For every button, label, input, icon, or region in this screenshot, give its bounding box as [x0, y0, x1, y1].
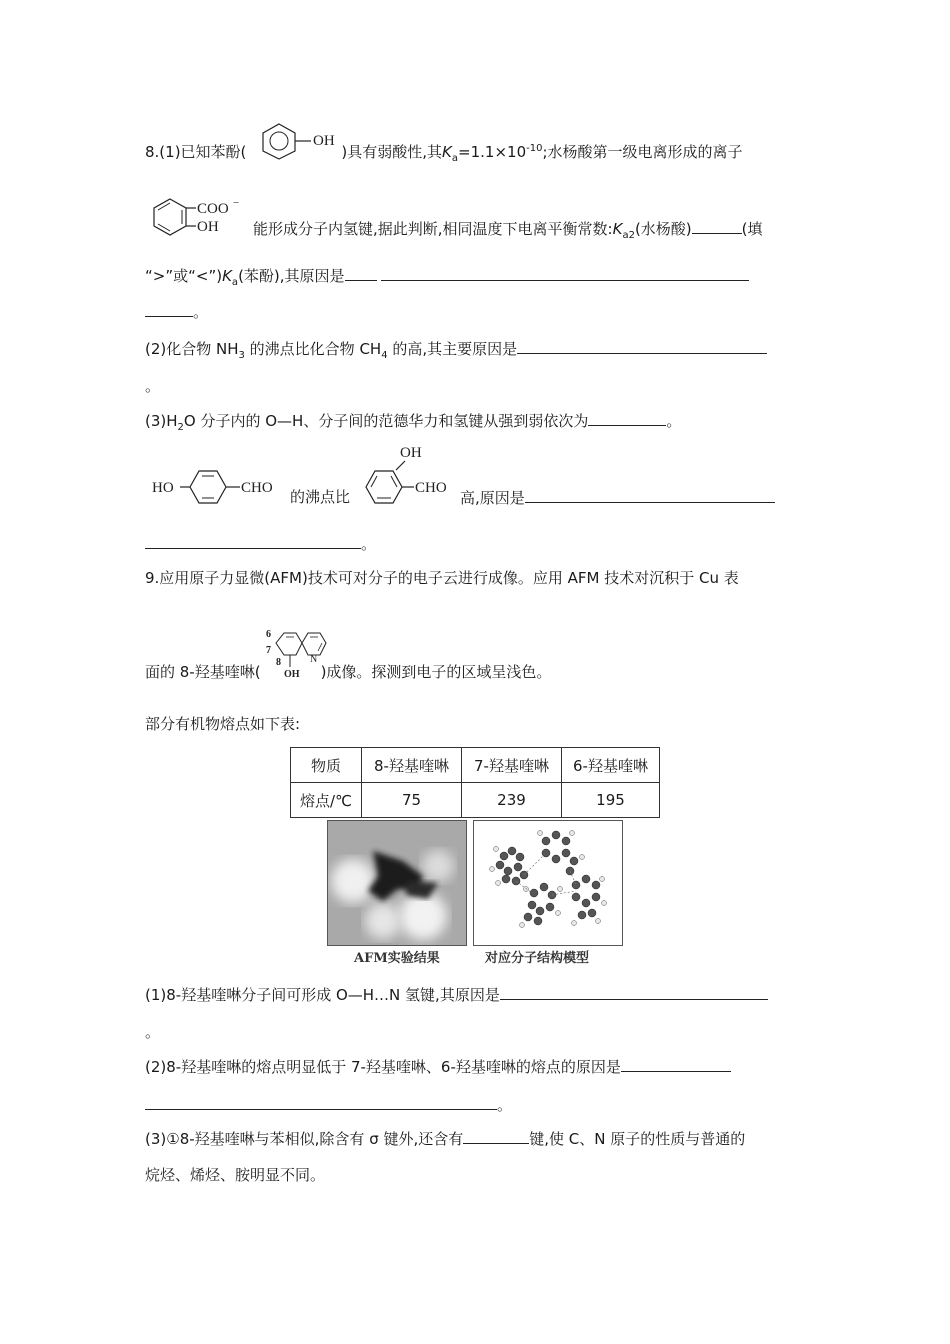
table-cell: 195	[562, 783, 660, 818]
q9-sub-2-end: 。	[145, 1093, 512, 1115]
salicylate-coo-label: COO	[197, 201, 229, 217]
q8-part-2-end: 。	[145, 377, 161, 395]
q8-part-2: (2)化合物 $NH_3$ 的沸点比化合物 $CH_4$ 的高,其主要原因是	[145, 337, 767, 359]
p-hydroxybenzaldehyde-structure	[150, 466, 290, 508]
table-header-cell: 6-羟基喹啉	[562, 748, 660, 783]
table-header-cell: 7-羟基喹啉	[462, 748, 562, 783]
ortho-oh-label: OH	[400, 445, 422, 461]
table-row	[291, 783, 660, 818]
table-cell: 75	[362, 783, 462, 818]
salicylate-oh-label: OH	[197, 219, 219, 235]
molecular-model-image	[473, 820, 623, 946]
q9-sub-1: (1)8-羟基喹啉分子间可形成 O—H…N 氢键,其原因是	[145, 983, 768, 1005]
q9-intro: 9.应用原子力显微(AFM)技术可对分子的电子云进行成像。应用 AFM 技术对沉积于 Cu 表	[145, 569, 739, 587]
answer-blank-q9-2a[interactable]	[621, 1055, 731, 1072]
phenol-oh-label: OH	[313, 133, 335, 149]
q9-sub-3: (3)①8-羟基喹啉与苯相似,除含有 σ 键外,还含有 键,使 C、N 原子的性质与普通的	[145, 1127, 745, 1149]
table-cell: 239	[462, 783, 562, 818]
para-ho-label: HO	[152, 480, 174, 496]
table-header-row	[291, 748, 660, 783]
afm-result-image	[327, 820, 467, 946]
quin-n-label: N	[310, 654, 318, 665]
q8-line-4: 。	[145, 300, 208, 322]
o-hydroxybenzaldehyde-structure	[360, 440, 460, 508]
q8-line-3: “>”或“$<”)K_a$(苯酚),其原因是	[145, 264, 749, 286]
salicylate-minus-label: −	[233, 197, 240, 209]
answer-blank-q9-2b[interactable]	[145, 1093, 497, 1110]
q9-sub-1-end: 。	[145, 1023, 161, 1041]
q8-line-1: 8.(1)已知苯酚( )具有弱酸性,其$K_a=1.1\times 10^{-10}$;水杨酸第一级电离形成的离子	[145, 143, 743, 164]
answer-blank-q9-1[interactable]	[500, 983, 768, 1000]
answer-blank-reason-1b[interactable]	[381, 264, 749, 281]
answer-blank-reason-1a[interactable]	[345, 264, 377, 281]
answer-blank-ka-compare[interactable]	[692, 217, 742, 234]
salicylate-structure	[148, 195, 248, 239]
answer-blank-part-3-reason-a[interactable]	[525, 486, 775, 503]
quin-pos-6: 6	[266, 629, 271, 640]
afm-caption: AFM实验结果	[354, 951, 440, 966]
q9-sub-2: (2)8-羟基喹啉的熔点明显低于 7-羟基喹啉、6-羟基喹啉的熔点的原因是	[145, 1055, 731, 1077]
melting-point-table	[290, 747, 660, 818]
q8-line-2: 能形成分子内氢键,据此判断,相同温度下电离平衡常数$:K_{a2}$(水杨酸) (填	[253, 217, 763, 239]
q9-intro-2: 面的 8-羟基喹啉( )成像。探测到电子的区域呈浅色。	[145, 663, 552, 681]
q8-reason-3-end: 。	[145, 532, 376, 554]
quin-pos-8: 8	[276, 657, 281, 668]
q9-table-intro: 部分有机物熔点如下表:	[145, 715, 301, 733]
ortho-cho-label: CHO	[415, 480, 447, 496]
table-row-label: 熔点/℃	[291, 783, 362, 818]
q9-sub-3-cont: 烷烃、烯烃、胺明显不同。	[145, 1166, 326, 1184]
answer-blank-part-2[interactable]	[517, 337, 767, 354]
table-header-cell: 8-羟基喹啉	[362, 748, 462, 783]
answer-blank-part-3-order[interactable]	[588, 409, 666, 426]
table-header-cell: 物质	[291, 748, 362, 783]
q8-boiling-compare: 的沸点比	[290, 488, 351, 506]
q8-reason-3: 高,原因是	[460, 486, 775, 508]
quin-oh-label: OH	[284, 669, 300, 680]
answer-blank-reason-1c[interactable]	[145, 300, 193, 317]
model-caption: 对应分子结构模型	[485, 951, 590, 966]
answer-blank-part-3-reason-b[interactable]	[145, 532, 361, 549]
q8-part-3: $(3)H_2O$ 分子内的 O—H、分子间的范德华力和氢键从强到弱依次为 。	[145, 409, 681, 431]
para-cho-label: CHO	[241, 480, 273, 496]
phenol-structure	[257, 122, 347, 160]
answer-blank-q9-3[interactable]	[463, 1127, 529, 1144]
quin-pos-7: 7	[266, 645, 271, 656]
